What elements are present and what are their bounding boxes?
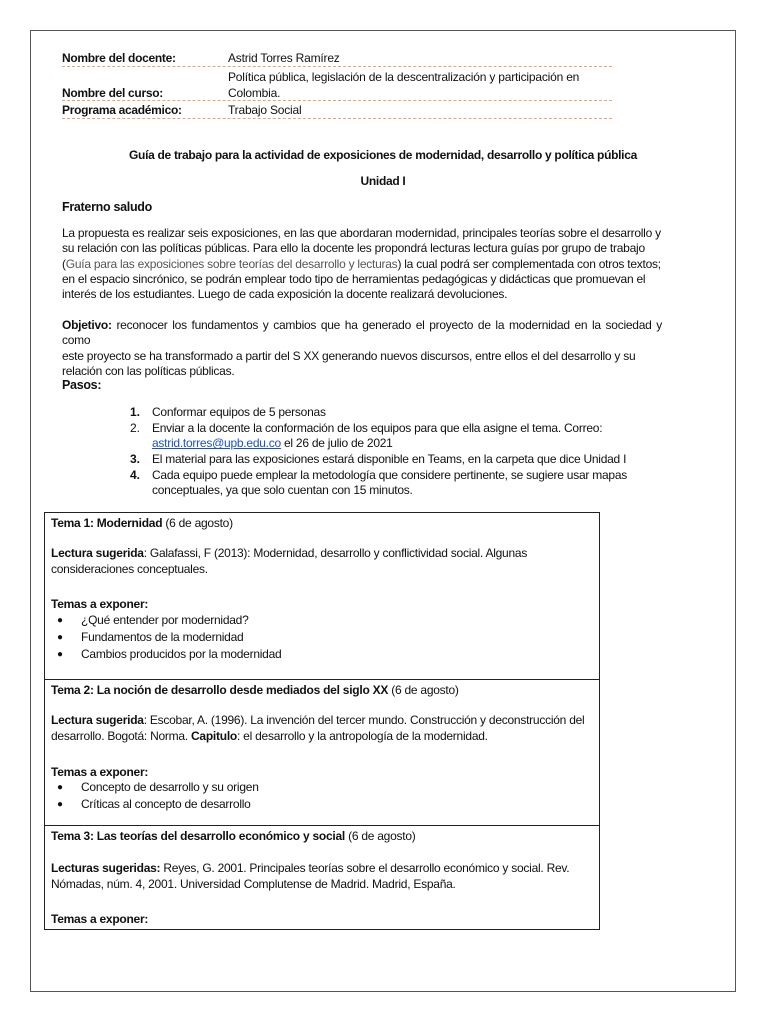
curso-value-line2: Colombia. [228,86,281,100]
intro-line: interés de los estudiantes. Luego de cada exposición la docente realizará devoluciones. [62,287,508,302]
curso-label: Nombre del curso: [62,86,163,100]
divider [62,66,612,67]
lectura-line: desarrollo. Bogotá: Norma. Capitulo: el desarrollo y la antropología de la modernidad. [51,729,488,743]
objetivo-label: Objetivo: [62,318,112,332]
lectura-sugerida: Lectura sugerida: Galafassi, F (2013): Modernidad, desarrollo y conflictividad social. Algunas [51,546,528,560]
lectura-line: consideraciones conceptuales. [51,562,208,576]
objetivo-paragraph [62,318,662,379]
intro-paragraph [62,226,662,302]
tema-2-box: Tema 2: La noción de desarrollo desde mediados del siglo XX (6 de agosto) Lectura sugerida: Escobar, A. (1996). La invención del tercer mundo. Construcción y deconstrucción del desarrollo. Bogotá: Norma. Capitulo: el desarrollo y la antropología de la modernidad. Temas a exponer: ● Concepto de desarrollo y su origen ● Críticas al concepto de desarrollo [44,679,600,826]
tema-1-box: Tema 1: Modernidad (6 de agosto) Lectura sugerida: Galafassi, F (2013): Modernidad, desarrollo y conflictividad social. Algunas consideraciones conceptuales. Temas a exponer: ● ¿Qué entender por modernidad? ● Fundamentos de la modernidad ● Cambios producidos por la modernidad [44,512,600,680]
temas-a-exponer: Temas a exponer: [51,765,149,779]
unidad-heading: Unidad I [360,174,406,188]
programa-value: Trabajo Social [228,103,302,117]
divider [62,100,612,101]
pasos-heading: Pasos: [62,378,102,392]
intro-line: en el espacio sincrónico, se podrán emplear todo tipo de herramientas pedagógicas y didácticas que promuevan el [62,271,646,286]
curso-row [62,70,612,100]
programa-label: Programa académico: [62,103,182,117]
tema-title: Tema 2: La noción de desarrollo desde mediados del siglo XX (6 de agosto) [51,683,459,697]
tema-title: Tema 3: Las teorías del desarrollo económico y social (6 de agosto) [51,829,416,843]
lectura-sugerida: Lectura sugerida: Escobar, A. (1996). La invención del tercer mundo. Construcción y deconstrucción del [51,713,585,727]
intro-line: La propuesta es realizar seis exposiciones, en las que abordaran modernidad, principales teorías sobre el desarrollo y [62,226,661,240]
temas-a-exponer: Temas a exponer: [51,912,149,926]
tema-title: Tema 1: Modernidad (6 de agosto) [51,516,233,530]
intro-line: (Guía para las exposiciones sobre teorías del desarrollo y lecturas) la cual podrá ser complementada con otros textos; [62,256,661,271]
lectura-sugerida: Lecturas sugeridas: Reyes, G. 2001. Principales teorías sobre el desarrollo económico y social. Rev. [51,861,570,875]
page-title: Guía de trabajo para la actividad de exposiciones de modernidad, desarrollo y política pública [129,148,637,162]
docente-label: Nombre del docente: [62,51,176,65]
lectura-line: Nómadas, núm. 4, 2001. Universidad Complutense de Madrid. Madrid, España. [51,877,456,891]
guia-reference: Guía para las exposiciones sobre teorías del desarrollo y lecturas [65,256,398,271]
docente-value: Astrid Torres Ramírez [228,51,340,65]
curso-value-line1: Política pública, legislación de la descentralización y participación en [228,70,580,84]
objetivo-line: este proyecto se ha transformado a partir del S XX generando nuevos discursos, entre ellos el del desarrollo y su [62,348,636,363]
email-link[interactable]: astrid.torres@upb.edu.co [152,436,281,451]
objetivo-line: Objetivo: reconocer los fundamentos y cambios que ha generado el proyecto de la modernidad en la sociedad y como [62,318,662,348]
tema-3-box [44,825,600,930]
objetivo-line: relación con las políticas públicas. [62,363,235,378]
saludo-heading: Fraterno saludo [62,200,152,214]
divider [62,118,612,119]
intro-line: su relación con las políticas públicas. Para ello la docente les propondrá lecturas lectura guías por grupo de trabajo [62,241,645,256]
temas-a-exponer: Temas a exponer: [51,597,149,611]
